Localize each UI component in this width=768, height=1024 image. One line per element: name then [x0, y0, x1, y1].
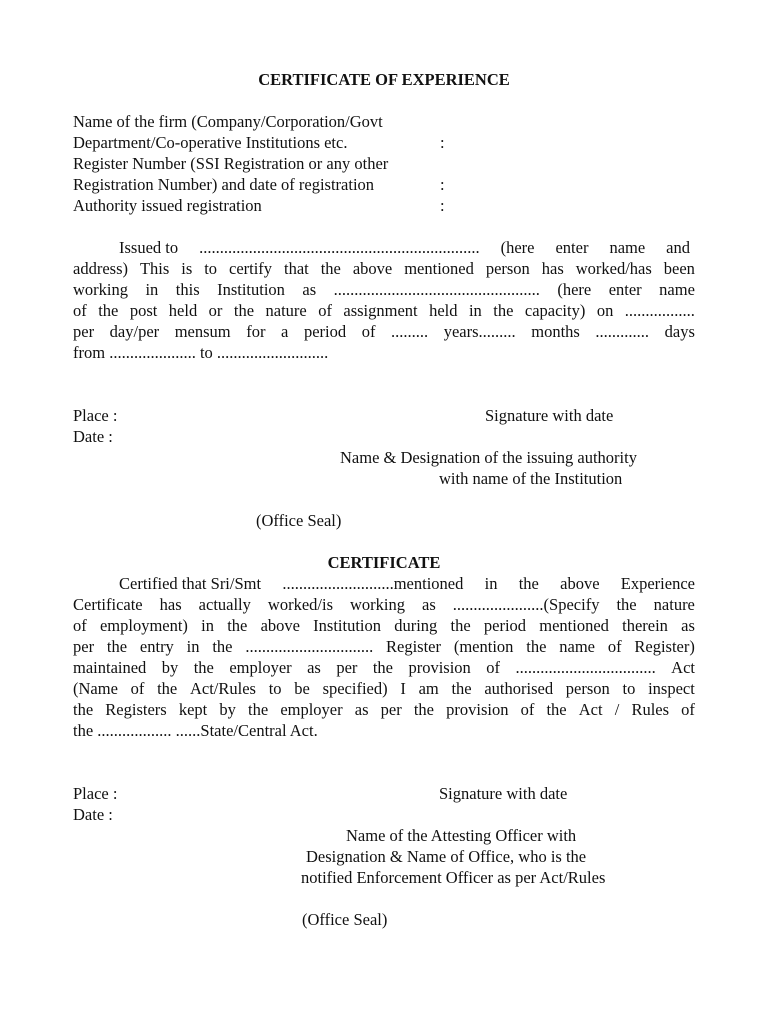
- experience-paragraph-line-1: Issued to .................................................................... (here enter name and: [119, 238, 690, 257]
- date-label: Date :: [73, 427, 113, 446]
- firm-name-label-line2: Department/Co-operative Institutions etc.: [73, 133, 348, 152]
- certificate-paragraph-line-6: (Name of the Act/Rules to be specified) I am the authorised person to inspect: [73, 679, 695, 698]
- signature-label-2: Signature with date: [439, 784, 568, 803]
- attesting-officer-line2: Designation & Name of Office, who is the: [306, 847, 587, 866]
- certificate-paragraph-line-3: of employment) in the above Institution during the period mentioned therein as: [73, 616, 695, 635]
- signature-label: Signature with date: [485, 406, 614, 425]
- experience-paragraph-line-5: per day/per mensum for a period of ......... years......... months ............. days: [73, 322, 695, 341]
- register-number-label-line2: Registration Number) and date of registration: [73, 175, 375, 194]
- certificate-paragraph-line-5: maintained by the employer as per the provision of .................................. Act: [73, 658, 695, 677]
- experience-paragraph-line-2: address) This is to certify that the above mentioned person has worked/has been: [73, 259, 695, 278]
- office-seal-label-2: (Office Seal): [302, 910, 388, 929]
- attesting-officer-line1: Name of the Attesting Officer with: [346, 826, 577, 845]
- experience-paragraph-line-3: working in this Institution as .................................................. (here enter name: [73, 280, 695, 299]
- certificate-paragraph-line-1: Certified that Sri/Smt ...........................mentioned in the above Experience: [119, 574, 695, 593]
- date-label-2: Date :: [73, 805, 113, 824]
- certificate-paragraph-line-8: the .................. ......State/Central Act.: [73, 721, 318, 740]
- document-title: CERTIFICATE OF EXPERIENCE: [258, 70, 510, 89]
- issuer-designation-line1: Name & Designation of the issuing authority: [340, 448, 637, 467]
- attesting-officer-line3: notified Enforcement Officer as per Act/Rules: [301, 868, 606, 887]
- authority-label: Authority issued registration: [73, 196, 262, 215]
- place-label-2: Place :: [73, 784, 118, 803]
- issuer-designation-line2: with name of the Institution: [439, 469, 623, 488]
- register-number-colon: :: [440, 175, 445, 194]
- experience-paragraph-line-6: from ..................... to ...........................: [73, 343, 329, 362]
- place-label: Place :: [73, 406, 118, 425]
- certificate-paragraph-line-2: Certificate has actually worked/is working as ......................(Specify the nature: [73, 595, 695, 614]
- register-number-label-line1: Register Number (SSI Registration or any other: [73, 154, 389, 173]
- certificate-title: CERTIFICATE: [327, 553, 441, 572]
- firm-name-label-line1: Name of the firm (Company/Corporation/Govt: [73, 112, 383, 131]
- certificate-paragraph-line-4: per the entry in the ............................... Register (mention the name of Register): [73, 637, 695, 656]
- firm-name-colon: :: [440, 133, 445, 152]
- office-seal-label: (Office Seal): [256, 511, 342, 530]
- authority-colon: :: [440, 196, 445, 215]
- certificate-paragraph-line-7: the Registers kept by the employer as per the provision of the Act / Rules of: [73, 700, 695, 719]
- experience-paragraph-line-4: of the post held or the nature of assignment held in the capacity) on .................: [73, 301, 695, 320]
